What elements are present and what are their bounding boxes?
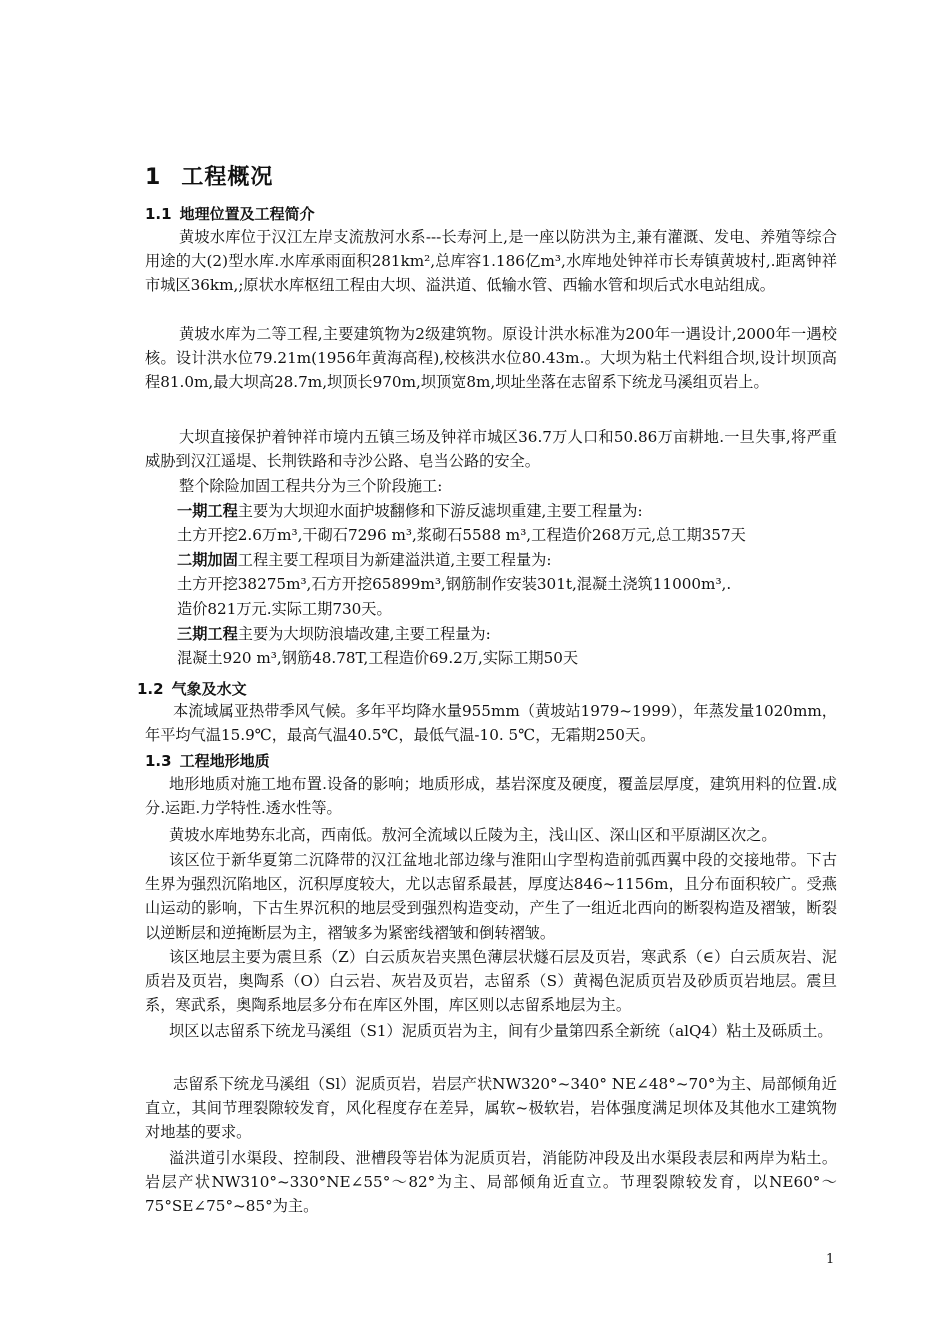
phase-3-label: 三期工程 [177, 625, 238, 643]
page-number: 1 [826, 1252, 835, 1267]
paragraph: 黄坡水库为二等工程,主要建筑物为2级建筑物。原设计洪水标准为200年一遇设计,2000年一遇校核。设计洪水位79.21m(1956年黄海高程),校核洪水位80.43m.。大坝为粘土代料组合坝,设计坝顶高程81.0m,最大坝高28.7m,坝顶长970m,坝顶宽8m,坝址坐落在志留系下统龙马溪组页岩上。 [145, 325, 837, 392]
paragraph: 本流域属亚热带季风气候。多年平均降水量955mm（黄坡站1979~1999），年蒸发量1020mm，年平均气温15.9℃，最高气温40.5℃，最低气温-10. 5℃，无霜期250天。 [145, 702, 837, 745]
section-heading-1-1 [145, 203, 315, 224]
section-title: 工程地形地质 [179, 752, 270, 770]
phase-3-text: 主要为大坝防浪墙改建,主要工程量为: [237, 625, 491, 643]
paragraph: 整个除险加固工程共分为三个阶段施工: [179, 477, 443, 495]
section-title: 气象及水文 [171, 680, 247, 698]
phase-1-text: 主要为大坝迎水面护坡翻修和下游反滤坝重建,主要工程量为: [237, 502, 643, 520]
paragraph: 溢洪道引水渠段、控制段、泄槽段等岩体为泥质页岩，消能防冲段及出水渠段表层和两岸为粘土。岩层产状NW310°~330°NE∠55°～82°为主、局部倾角近直立。节理裂隙较发育，以NE60°～75°SE∠75°~85°为主。 [145, 1149, 837, 1216]
section-heading-1-3 [145, 750, 270, 771]
paragraph: 该区地层主要为震旦系（Z）白云质灰岩夹黑色薄层状燧石层及页岩，寒武系（∈）白云质灰岩、泥质岩及页岩，奥陶系（O）白云岩、灰岩及页岩，志留系（S）黄褐色泥质页岩及砂质页岩地层。震旦系，寒武系，奥陶系地层多分布在库区外围，库区则以志留系地层为主。 [145, 948, 837, 1015]
phase-1-line [177, 499, 643, 523]
paragraph: 地形地质对施工地布置.设备的影响；地质形成，基岩深度及硬度，覆盖层厚度，建筑用料的位置.成分.运距.力学特性.透水性等。 [145, 775, 837, 818]
section-title: 地理位置及工程简介 [179, 205, 315, 223]
paragraph: 坝区以志留系下统龙马溪组（S1）泥质页岩为主，间有少量第四系全新统（alQ4）粘土及砾质土。 [169, 1022, 833, 1040]
section-number: 1.2 [137, 680, 164, 698]
paragraph: 大坝直接保护着钟祥市境内五镇三场及钟祥市城区36.7万人口和50.86万亩耕地.一旦失事,将严重威胁到汉江遥堤、长荆铁路和寺沙公路、皂当公路的安全。 [145, 428, 837, 471]
phase-2-label: 二期加固 [177, 551, 238, 569]
phase-1-label: 一期工程 [177, 502, 238, 520]
phase-1-quantities: 土方开挖2.6万m³,干砌石7296 m³,浆砌石5588 m³,工程造价268万元,总工期357天 [177, 526, 746, 544]
paragraph: 该区位于新华夏第二沉降带的汉江盆地北部边缘与淮阳山字型构造前弧西翼中段的交接地带。下古生界为强烈沉陷地区，沉积厚度较大，尤以志留系最甚，厚度达846~1156m，且分布面积较广。受燕山运动的影响，下古生界沉积的地层受到强烈构造变动，产生了一组近北西向的断裂构造及褶皱，断裂以逆断层和逆掩断层为主，褶皱多为紧密线褶皱和倒转褶皱。 [145, 851, 837, 942]
phase-3-quantities: 混凝土920 m³,钢筋48.78T,工程造价69.2万,实际工期50天 [177, 649, 579, 667]
phase-2-line [177, 548, 551, 572]
chapter-heading [145, 160, 273, 191]
paragraph: 黄坡水库地势东北高，西南低。敖河全流域以丘陵为主，浅山区、深山区和平原湖区次之。 [169, 826, 777, 844]
paragraph: 黄坡水库位于汉江左岸支流敖河水系---长寿河上,是一座以防洪为主,兼有灌溉、发电、养殖等综合用途的大(2)型水库.水库承雨面积281km²,总库容1.186亿m³,水库地处钟祥市长寿镇黄坡村,.距离钟祥市城区36km,;原状水库枢纽工程由大坝、溢洪道、低输水管、西输水管和坝后式水电站组成。 [145, 228, 837, 295]
phase-2-quantities: 土方开挖38275m³,石方开挖65899m³,钢筋制作安装301t,混凝土浇筑11000m³,. [177, 575, 732, 593]
phase-2-text: 工程主要工程项目为新建溢洪道,主要工程量为: [237, 551, 552, 569]
paragraph: 志留系下统龙马溪组（Sl）泥质页岩，岩层产状NW320°~340° NE∠48°~70°为主、局部倾角近直立，其间节理裂隙较发育，风化程度存在差异，属软~极软岩，岩体强度满足坝体及其他水工建筑物对地基的要求。 [145, 1075, 837, 1142]
phase-2-cost: 造价821万元.实际工期730天。 [177, 600, 392, 618]
section-number: 1.1 [145, 205, 172, 223]
phase-3-line [177, 622, 491, 646]
section-heading-1-2 [137, 678, 247, 699]
chapter-number: 1 [145, 165, 162, 190]
section-number: 1.3 [145, 752, 172, 770]
chapter-title: 工程概况 [181, 165, 274, 190]
